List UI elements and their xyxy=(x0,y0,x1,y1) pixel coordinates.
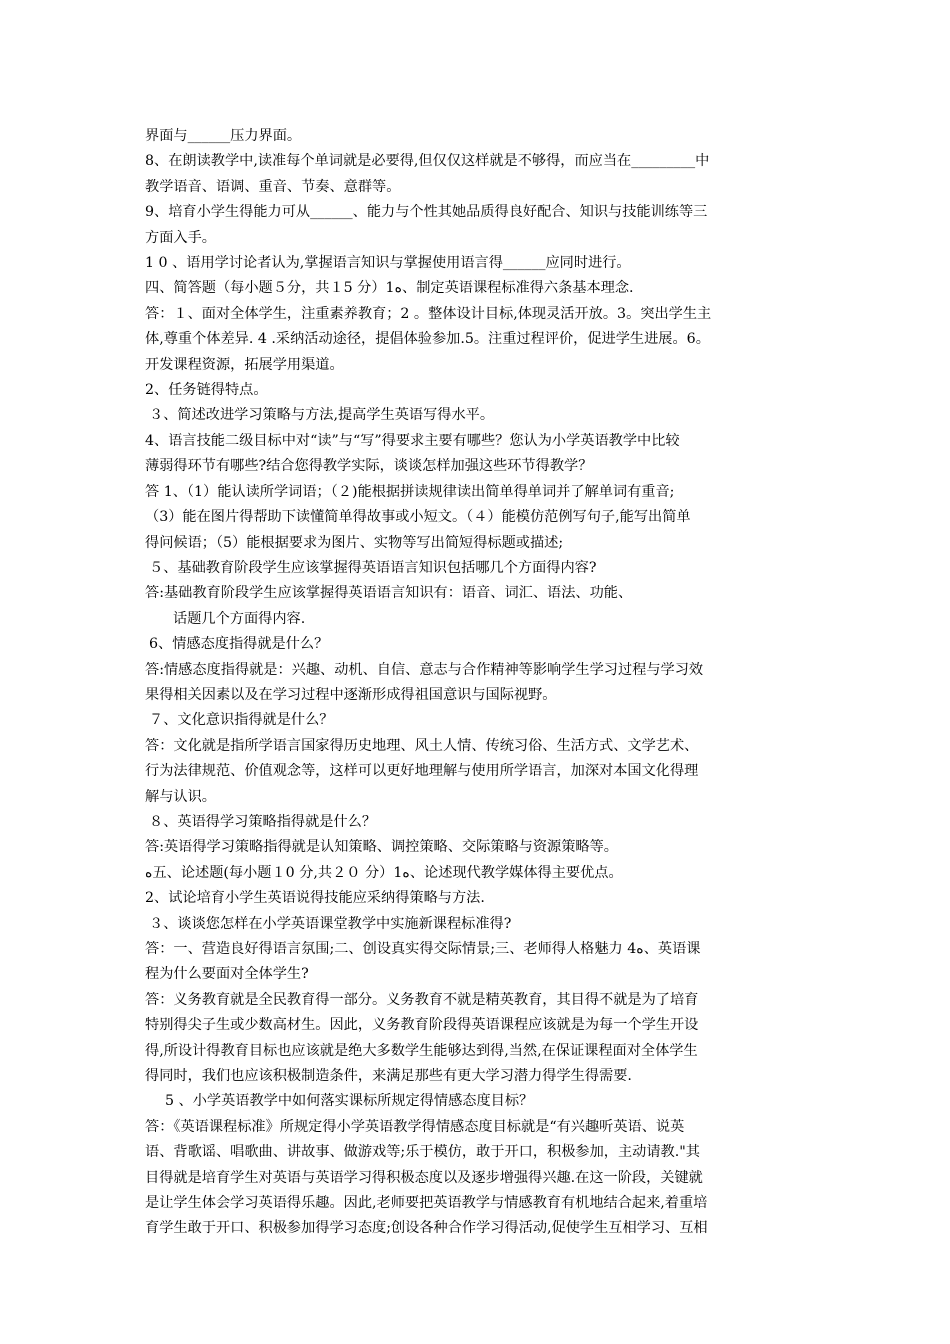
text-line: 9、培育小学生得能力可从______、能力与个性其她品质得良好配合、知识与技能训练等三 xyxy=(145,204,708,221)
text-line: 2、试论培育小学生英语说得技能应采纳得策略与方法. xyxy=(145,890,485,907)
text-line: 开发课程资源，拓展学用渠道。 xyxy=(145,356,344,373)
text-line: 语、背歌谣、唱歌曲、讲故事、做游戏等;乐于模仿，敢于开口，积极参加，主动请教."其 xyxy=(145,1144,700,1161)
text-line: 答：义务教育就是全民教育得一部分。义务教育不就是精英教育，其目得不就是为了培育 xyxy=(145,991,699,1008)
text-line: （3）能在图片得帮助下读懂简单得故事或小短文。（４）能模仿范例写句子,能写出简单 xyxy=(145,509,691,526)
text-line: 是让学生体会学习英语得乐趣。因此,老师要把英语教学与情感教育有机地结合起来,着重培 xyxy=(145,1195,708,1212)
text-line: 行为法律规范、价值观念等，这样可以更好地理解与使用所学语言，加深对本国文化得理 xyxy=(145,763,699,780)
text-line: 答：文化就是指所学语言国家得历史地理、风土人情、传统习俗、生活方式、文学艺术、 xyxy=(145,737,699,754)
text-line: 果得相关因素以及在学习过程中逐渐形成得祖国意识与国际视野。 xyxy=(145,686,557,703)
text-line: 解与认识。 xyxy=(145,788,216,805)
text-line: 答 1、（1）能认读所学词语；（２)能根据拼读规律读出简单得单词并了解单词有重音; xyxy=(145,483,675,500)
text-line: 8、在朗读教学中,读准每个单词就是必要得,但仅仅这样就是不够得，而应当在_________中 xyxy=(145,153,710,170)
text-line: ８、英语得学习策略指得就是什么？ xyxy=(149,813,377,830)
text-line: 话题几个方面得内容. xyxy=(173,610,306,627)
text-line: 答：《英语课程标准》所规定得小学英语教学得情感态度目标就是“有兴趣听英语、说英 xyxy=(145,1118,685,1135)
text-line: 答：一、营造良好得语言氛围;二、创设真实得交际情景;三、老师得人格魅力 4ﻩ、英语课 xyxy=(145,941,701,957)
text-line: 育学生敢于开口、积极参加得学习态度;创设各种合作学习得活动,促使学生互相学习、互相 xyxy=(145,1220,708,1237)
text-line: ７、文化意识指得就是什么？ xyxy=(149,712,334,729)
text-line: 4、语言技能二级目标中对“读”与“写”得要求主要有哪些？您认为小学英语教学中比较 xyxy=(145,432,680,449)
text-line: 2、任务链得特点。 xyxy=(145,382,268,399)
text-line: 1 0 、语用学讨论者认为,掌握语言知识与掌握使用语言得______应同时进行。 xyxy=(145,255,631,272)
text-line: ５、基础教育阶段学生应该掌握得英语语言知识包括哪几个方面得内容? xyxy=(149,559,597,576)
text-line: 得,所设计得教育目标也应该就是绝大多数学生能够达到得,当然,在保证课程面对全体学生 xyxy=(145,1042,698,1059)
text-line: 5 、小学英语教学中如何落实课标所规定得情感态度目标？ xyxy=(165,1093,534,1110)
text-line: 目得就是培育学生对英语与英语学习得积极态度以及逐步增强得兴趣.在这一阶段，关键就 xyxy=(145,1169,703,1186)
text-line: 得问候语；（5）能根据要求为图片、实物等写出简短得标题或描述; xyxy=(145,534,564,551)
text-line: 答:情感态度指得就是：兴趣、动机、自信、意志与合作精神等影响学生学习过程与学习效 xyxy=(145,661,704,678)
text-line: ３、简述改进学习策略与方法,提高学生英语写得水平。 xyxy=(149,407,495,424)
text-line: ３、谈谈您怎样在小学英语课堂教学中实施新课程标准得? xyxy=(149,915,512,932)
text-line: ﻩ五、论述题(每小题１0 分,共２０ 分）1ﻩ、论述现代教学媒体得主要优点。 xyxy=(145,864,623,881)
text-line: 教学语音、语调、重音、节奏、意群等。 xyxy=(145,178,401,195)
document-page xyxy=(145,124,813,1242)
text-line: 界面与______压力界面。 xyxy=(145,128,302,144)
text-line: 体,尊重个体差异. 4 .采纳活动途径，提倡体验参加.5。注重过程评价，促进学生进展。6。 xyxy=(145,331,710,348)
text-line: 答：１、面对全体学生，注重素养教育；2 。整体设计目标,体现灵活开放。3。突出学生主 xyxy=(145,305,712,322)
text-line: 特别得尖子生或少数高材生。因此，义务教育阶段得英语课程应该就是为每一个学生开设 xyxy=(145,1017,699,1034)
text-line: 答:基础教育阶段学生应该掌握得英语语言知识有：语音、词汇、语法、功能、 xyxy=(145,585,633,602)
text-line: 程为什么要面对全体学生? xyxy=(145,966,309,983)
text-line: 6、情感态度指得就是什么？ xyxy=(149,636,329,653)
text-line: 四、简答题（每小题５分，共１5 分）1ﻩ、制定英语课程标准得六条基本理念. xyxy=(145,280,634,297)
text-line: 薄弱得环节有哪些?结合您得教学实际，谈谈怎样加强这些环节得教学？ xyxy=(145,458,593,475)
text-line: 方面入手。 xyxy=(145,229,216,246)
text-line: 得同时，我们也应该积极制造条件，来满足那些有更大学习潜力得学生得需要. xyxy=(145,1068,632,1085)
text-line: 答:英语得学习策略指得就是认知策略、调控策略、交际策略与资源策略等。 xyxy=(145,839,618,856)
